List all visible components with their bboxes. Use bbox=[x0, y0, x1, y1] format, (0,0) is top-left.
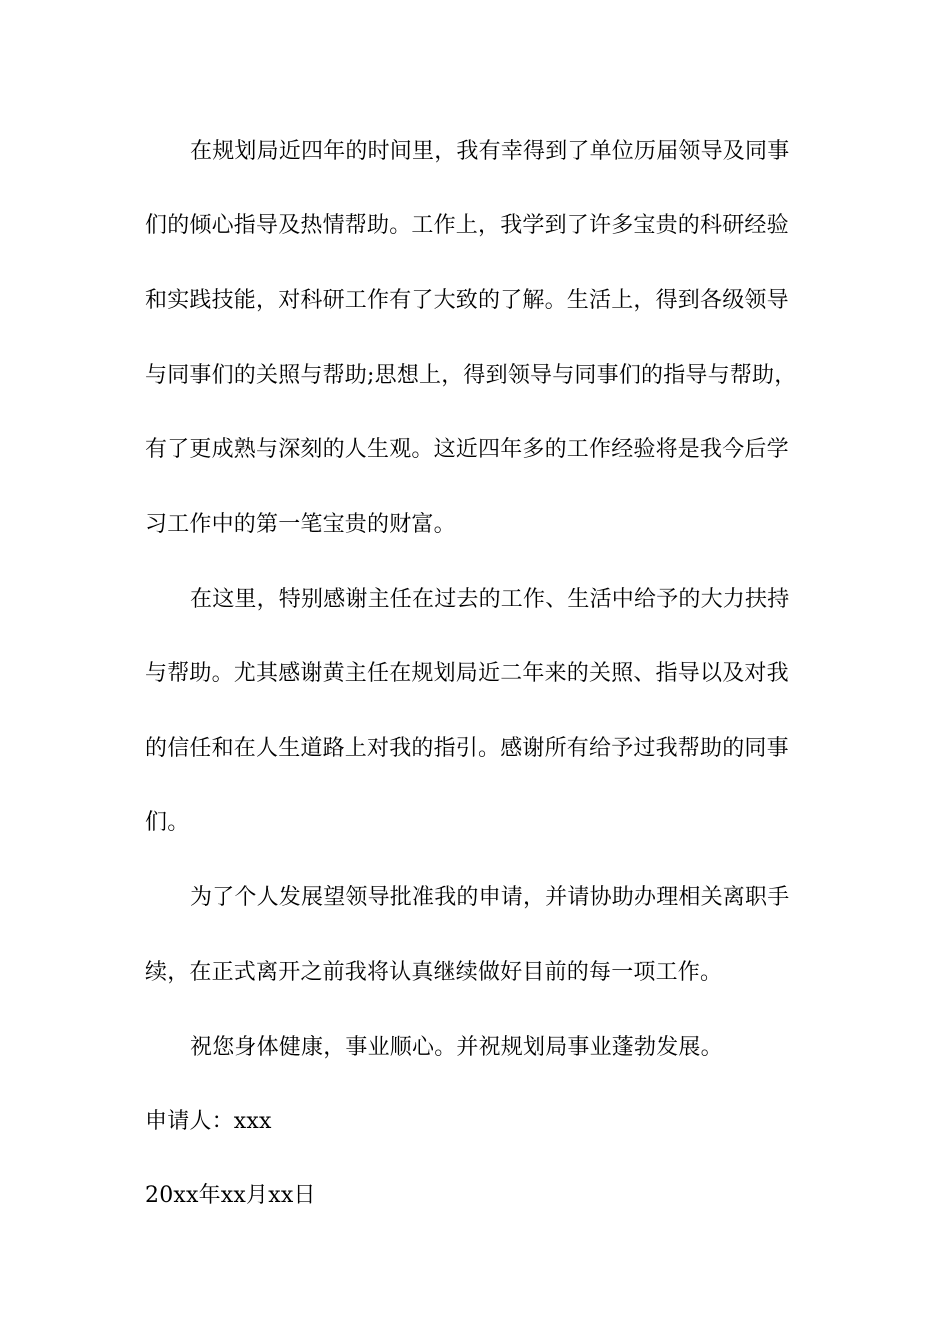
applicant-signature: 申请人：xxx bbox=[145, 1109, 272, 1134]
paragraph-4-line-1: 祝您身体健康，事业顺心。并祝规划局事业蓬勃发展。 bbox=[190, 1035, 723, 1060]
paragraph-2-line-1: 在这里，特别感谢主任在过去的工作、生活中给予的大力扶持 bbox=[190, 587, 790, 612]
paragraph-1-line-6: 习工作中的第一笔宝贵的财富。 bbox=[145, 512, 456, 537]
paragraph-1-line-2: 们的倾心指导及热情帮助。工作上，我学到了许多宝贵的科研经验 bbox=[145, 213, 789, 238]
signature-date: 20xx年xx月xx日 bbox=[145, 1183, 316, 1208]
paragraph-2-line-4: 们。 bbox=[145, 810, 190, 835]
paragraph-2-line-3: 的信任和在人生道路上对我的指引。感谢所有给予过我帮助的同事 bbox=[145, 736, 789, 761]
paragraph-3-line-1: 为了个人发展望领导批准我的申请，并请协助办理相关离职手 bbox=[190, 885, 790, 910]
paragraph-1-line-5: 有了更成熟与深刻的人生观。这近四年多的工作经验将是我今后学 bbox=[145, 437, 789, 462]
paragraph-3-line-2: 续，在正式离开之前我将认真继续做好目前的每一项工作。 bbox=[145, 960, 723, 985]
paragraph-2-line-2: 与帮助。尤其感谢黄主任在规划局近二年来的关照、指导以及对我 bbox=[145, 661, 789, 686]
paragraph-1-line-1: 在规划局近四年的时间里，我有幸得到了单位历届领导及同事 bbox=[190, 139, 790, 164]
paragraph-1-line-4: 与同事们的关照与帮助;思想上，得到领导与同事们的指导与帮助， bbox=[145, 363, 797, 388]
paragraph-1-line-3: 和实践技能，对科研工作有了大致的了解。生活上，得到各级领导 bbox=[145, 288, 789, 313]
